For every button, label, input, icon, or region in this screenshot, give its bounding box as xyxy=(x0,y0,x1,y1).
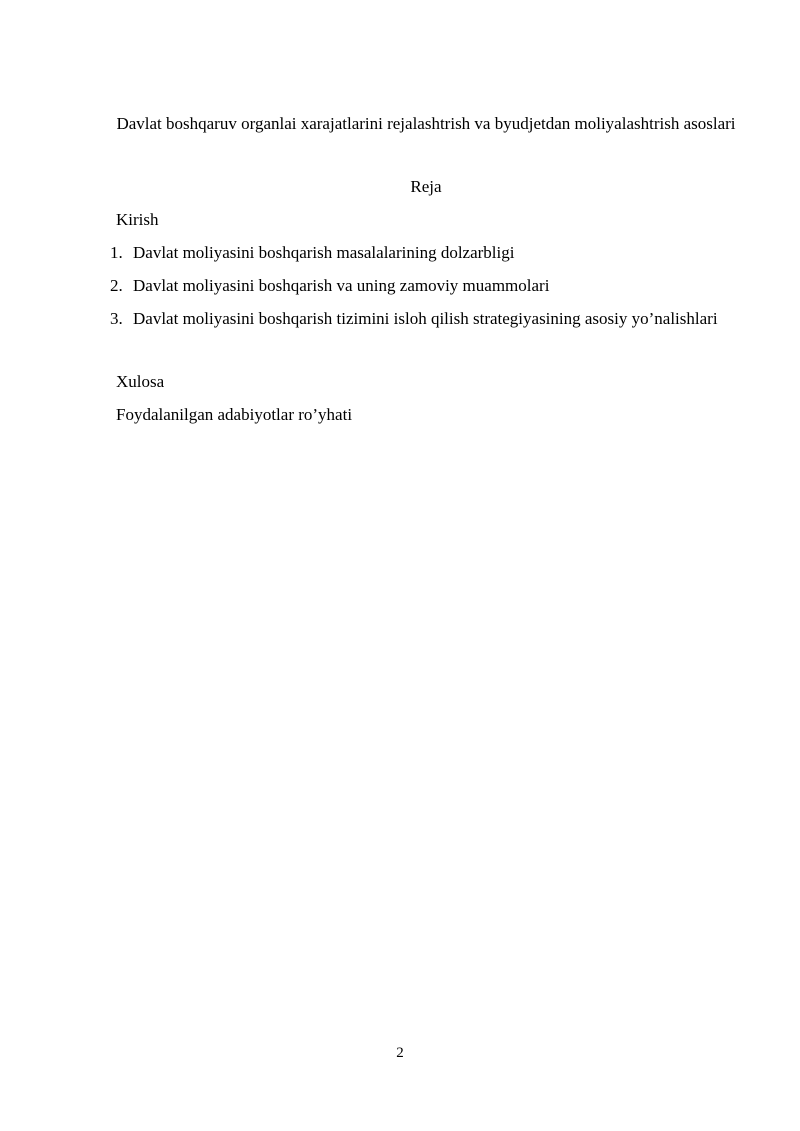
conclusion-entry: Xulosa xyxy=(116,372,165,391)
intro-entry: Kirish xyxy=(116,210,159,229)
plan-item-2 xyxy=(110,269,742,302)
plan-item-number: 3. xyxy=(110,309,123,328)
plan-item-number: 2. xyxy=(110,276,123,295)
plan-item-1 xyxy=(110,236,742,269)
plan-item-text: Davlat moliyasini boshqarish va uning zamoviy muammolari xyxy=(133,276,550,295)
page-number: 2 xyxy=(396,1045,404,1061)
document-title: Davlat boshqaruv organlai xarajatlarini rejalashtrish va byudjetdan moliyalashtrish asoslari xyxy=(116,114,736,133)
plan-item-text: Davlat moliyasini boshqarish masalalarining dolzarbligi xyxy=(133,243,515,262)
references-entry: Foydalanilgan adabiyotlar ro’yhati xyxy=(116,405,353,424)
plan-heading: Reja xyxy=(410,177,442,196)
plan-item-3 xyxy=(110,302,742,335)
plan-item-text: Davlat moliyasini boshqarish tizimini isloh qilish strategiyasining asosiy yo’nalishlari xyxy=(133,309,718,328)
plan-item-number: 1. xyxy=(110,243,123,262)
